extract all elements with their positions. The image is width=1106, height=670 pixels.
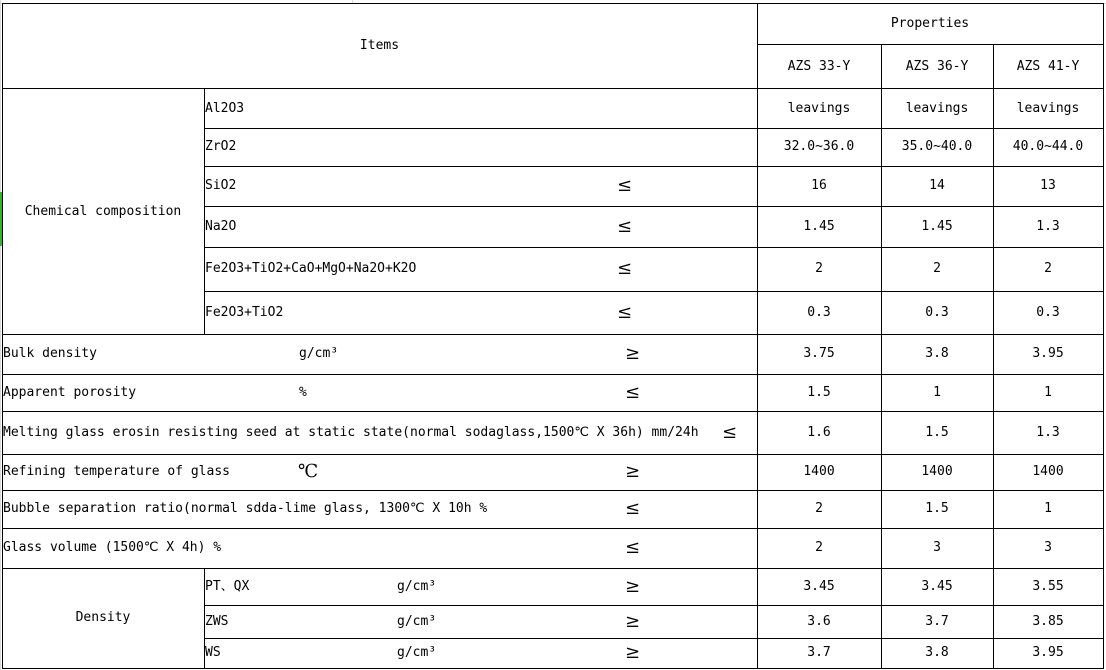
grade-header: AZS 41-Y — [1016, 59, 1080, 74]
property-name: Apparent porosity — [3, 385, 137, 400]
limit-symbol: ≤ — [722, 422, 738, 443]
grade-header: AZS 36-Y — [905, 59, 969, 74]
value-cell: 2 — [933, 261, 941, 276]
unit-label: % — [299, 385, 307, 400]
property-name: Bulk density — [3, 346, 97, 361]
grade-header: AZS 33-Y — [787, 59, 851, 74]
chem-item-name: SiO2 — [205, 178, 237, 193]
value-cell: 3.7 — [807, 645, 831, 660]
value-cell: 16 — [811, 178, 827, 193]
table-border-left — [2, 3, 3, 669]
value-cell: 3 — [933, 540, 941, 555]
property-name: Bubble separation ratio(normal sdda-lime glass, 1300℃ X 10h % — [3, 501, 488, 516]
chem-item-name: ZrO2 — [205, 139, 237, 154]
sub-column-border — [204, 568, 205, 669]
value-cell: 1 — [1044, 385, 1052, 400]
value-cell: 1.3 — [1036, 425, 1060, 440]
value-cell: 0.3 — [807, 305, 831, 320]
value-cell: 2 — [815, 261, 823, 276]
limit-symbol: ≤ — [617, 258, 633, 279]
value-cell: 3.8 — [925, 346, 949, 361]
unit-label: g/cm³ — [397, 645, 437, 660]
value-cell: 3.55 — [1032, 579, 1064, 594]
value-cell: 3.95 — [1032, 346, 1064, 361]
density-item-name: WS — [205, 645, 221, 660]
limit-symbol: ≤ — [617, 302, 633, 323]
value-cell: 1 — [933, 385, 941, 400]
density-item-name: PT、QX — [205, 579, 250, 594]
column-border — [993, 44, 994, 669]
value-cell: 1.3 — [1036, 219, 1060, 234]
value-cell: 0.3 — [925, 305, 949, 320]
value-cell: 2 — [1044, 261, 1052, 276]
value-cell: 1.5 — [925, 501, 949, 516]
value-cell: leavings — [787, 101, 851, 116]
value-cell: 3 — [1044, 540, 1052, 555]
table-border-right — [1103, 3, 1104, 669]
value-cell: 13 — [1040, 178, 1056, 193]
value-cell: 0.3 — [1036, 305, 1060, 320]
density-item-name: ZWS — [205, 614, 229, 629]
property-name: Melting glass erosin resisting seed at static state(normal sodaglass,1500℃ X 36h) mm/24h — [3, 425, 699, 440]
limit-symbol: ≥ — [625, 461, 641, 482]
value-cell: 2 — [815, 501, 823, 516]
limit-symbol: ≥ — [625, 343, 641, 364]
column-border — [881, 44, 882, 669]
limit-symbol: ≥ — [625, 576, 641, 597]
unit-label: g/cm³ — [299, 346, 339, 361]
density-group-label: Density — [75, 610, 131, 625]
value-cell: 14 — [929, 178, 945, 193]
chemical-group-label: Chemical composition — [24, 204, 182, 219]
unit-label: g/cm³ — [397, 614, 437, 629]
column-border — [757, 3, 758, 669]
value-cell: 2 — [815, 540, 823, 555]
value-cell: 3.6 — [807, 614, 831, 629]
table-border-bottom — [2, 668, 1104, 669]
limit-symbol: ≤ — [625, 498, 641, 519]
chem-item-name: Fe2O3+TiO2+CaO+MgO+Na2O+K2O — [205, 261, 417, 276]
value-cell: 3.45 — [921, 579, 953, 594]
limit-symbol: ≥ — [625, 611, 641, 632]
limit-symbol: ≥ — [625, 642, 641, 663]
value-cell: 1 — [1044, 501, 1052, 516]
value-cell: leavings — [1016, 101, 1080, 116]
sub-column-border — [204, 88, 205, 335]
value-cell: 1.45 — [921, 219, 953, 234]
value-cell: 3.8 — [925, 645, 949, 660]
value-cell: 35.0~40.0 — [901, 139, 973, 154]
property-name: Glass volume (1500℃ X 4h) % — [3, 540, 222, 555]
properties-header: Properties — [890, 16, 970, 31]
value-cell: 1400 — [1032, 464, 1064, 479]
value-cell: 1400 — [921, 464, 953, 479]
unit-celsius: ℃ — [298, 461, 319, 482]
value-cell: 3.75 — [803, 346, 835, 361]
value-cell: 1.6 — [807, 425, 831, 440]
unit-label: g/cm³ — [397, 579, 437, 594]
value-cell: 1.5 — [925, 425, 949, 440]
value-cell: 40.0~44.0 — [1012, 139, 1084, 154]
limit-symbol: ≤ — [625, 382, 641, 403]
property-name: Refining temperature of glass — [3, 464, 230, 479]
chem-item-name: Fe2O3+TiO2 — [205, 305, 284, 320]
value-cell: 3.45 — [803, 579, 835, 594]
limit-symbol: ≤ — [617, 216, 633, 237]
limit-symbol: ≤ — [625, 537, 641, 558]
value-cell: 32.0~36.0 — [783, 139, 855, 154]
row-selection-marker — [0, 192, 2, 246]
value-cell: 1.5 — [807, 385, 831, 400]
limit-symbol: ≤ — [617, 175, 633, 196]
value-cell: 3.7 — [925, 614, 949, 629]
value-cell: 3.85 — [1032, 614, 1064, 629]
value-cell: 1.45 — [803, 219, 835, 234]
value-cell: 1400 — [803, 464, 835, 479]
value-cell: leavings — [905, 101, 969, 116]
items-header: Items — [359, 38, 400, 53]
gridline-left — [0, 0, 1, 670]
chem-item-name: Na2O — [205, 219, 237, 234]
chem-item-name: Al2O3 — [205, 101, 245, 116]
value-cell: 3.95 — [1032, 645, 1064, 660]
